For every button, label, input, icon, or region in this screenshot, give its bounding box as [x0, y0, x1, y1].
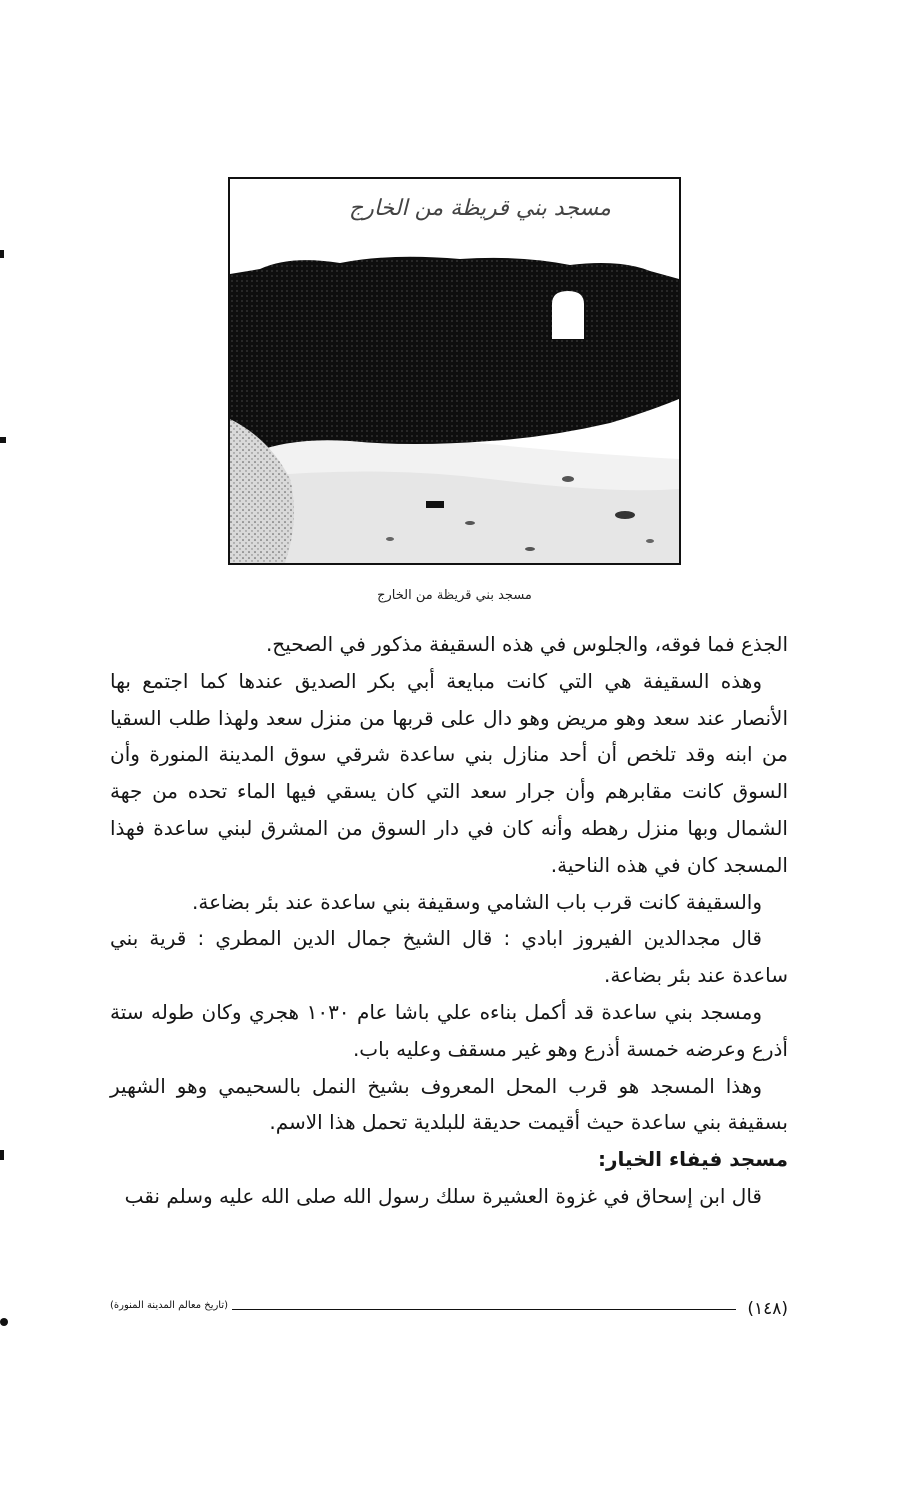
mosque-photo — [228, 177, 681, 565]
paragraph-6: وهذا المسجد هو قرب المحل المعروف بشيخ النمل بالسحيمي وهو الشهير بسقيفة بني ساعدة حيث أقيمت حديقة للبلدية تحمل هذا الاسم. — [110, 1073, 788, 1135]
page-number: (١٤٨) — [747, 1299, 788, 1319]
footer-rule — [232, 1309, 736, 1310]
paragraph-5: ومسجد بني ساعدة قد أكمل بناءه علي باشا عام ١٠٣٠ هجري وكان طوله ستة أذرع وعرضه خمسة أذرع وهو غير مسقف وعليه باب. — [110, 999, 788, 1061]
scan-mark — [0, 1150, 4, 1160]
paragraph-2: وهذه السقيفة هي التي كانت مبايعة أبي بكر الصديق عندها كما اجتمع بها الأنصار عند سعد وهو مريض وهو دال على قربها من منزل سعد ولهذا طلب السقيا من ابنه وقد تلخص أن أحد منازل بني ساعدة شرقي سوق المدينة المنورة وأن السوق كانت مقابرهم وأن جرار سعد التي كان يسقي فيها الماء تحده من جهة الشمال وبها منزل رهطه وأنه كان في دار السوق من المشرق لبني ساعدة فهذا المسجد كان في هذه الناحية. — [110, 668, 788, 877]
section-heading: مسجد فيفاء الخيار: — [598, 1147, 788, 1172]
scan-mark — [0, 1318, 8, 1326]
paragraph-4: قال مجدالدين الفيروز ابادي : قال الشيخ جمال الدين المطري : قرية بني ساعدة عند بئر بضاعة. — [110, 926, 788, 988]
mosque-photo-image — [230, 179, 679, 563]
paragraph-3: والسقيفة كانت قرب باب الشامي وسقيفة بني ساعدة عند بئر بضاعة. — [192, 889, 762, 914]
scan-mark — [0, 437, 6, 443]
figure-caption: مسجد بني قريظة من الخارج — [377, 588, 532, 603]
page-footer — [110, 1296, 788, 1326]
paragraph-1: الجذع فما فوقه، والجلوس في هذه السقيفة مذكور في الصحيح. — [265, 632, 788, 656]
handwritten-label: مسجد بني قريظة من الخارج — [349, 196, 611, 221]
body-text — [110, 626, 788, 1215]
paragraph-7: قال ابن إسحاق في غزوة العشيرة سلك رسول الله صلى الله عليه وسلم نقب — [124, 1183, 762, 1208]
scan-mark — [0, 250, 4, 258]
book-title: (تاريخ معالم المدينة المنورة) — [110, 1300, 229, 1311]
